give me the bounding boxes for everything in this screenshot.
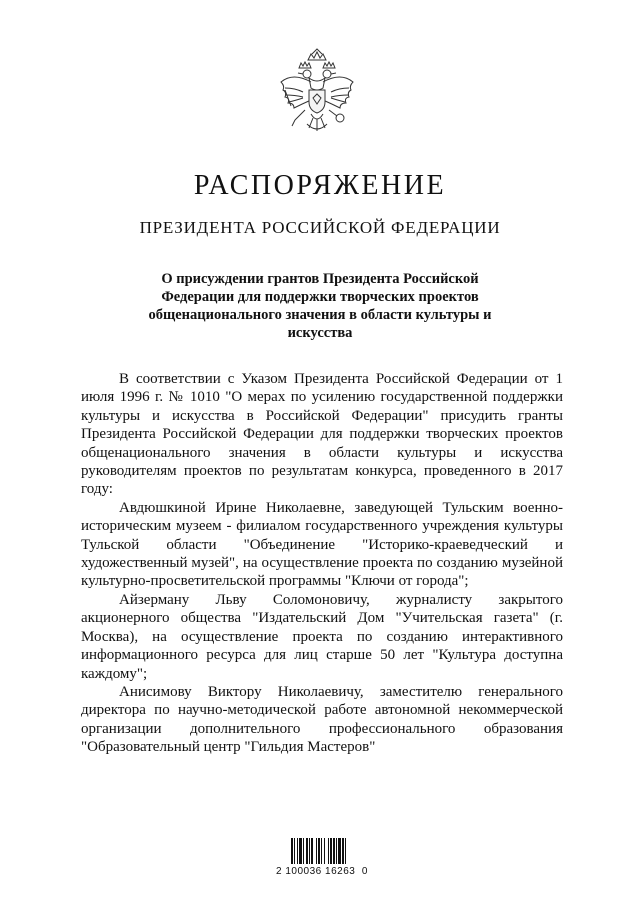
barcode-bar [294,838,295,864]
barcode-bar [330,838,332,864]
paragraph-grant-3: Анисимову Виктору Николаевичу, заместителю генерального директора по научно-методической работе автономной некоммерческой организации дополнительного профессионального образования "Образовательный центр "Гильдия Мастеров" [81,683,563,756]
barcode-bar [321,838,322,864]
barcode-number: 2 100036 16263 0 [276,866,368,877]
paragraph-grant-1: Авдюшкиной Ирине Николаевне, заведующей Тульским военно-историческим музеем - филиалом государственного учреждения культуры Тульской области "Объединение "Историко-краеведческий и художественный музей", на осуществление проекта по созданию музейной культурно-просветительской программы "Ключи от города"; [81,499,563,590]
document-body [81,370,563,757]
barcode-bar [316,838,317,864]
paragraph-grant-2: Айзерману Льву Соломоновичу, журналисту закрытого акционерного общества "Издательский Дом "Учительская газета" (г. Москва), на осуществление проекта по созданию интерактивного информационного ресурса для лиц старше 50 лет "Культура доступна каждому"; [81,591,563,682]
barcode-bar [303,838,304,864]
barcode-bar [342,838,344,864]
document-subtitle: ПРЕЗИДЕНТА РОССИЙСКОЙ ФЕДЕРАЦИИ [139,218,501,237]
document-title: РАСПОРЯЖЕНИЕ [193,170,447,201]
barcode-bar [333,838,335,864]
coat-of-arms-icon [277,48,357,140]
barcode-bar [291,838,293,864]
barcode-bar [297,838,298,864]
barcode-bar [318,838,320,864]
barcode-bar [311,838,313,864]
barcode-icon [291,838,353,864]
barcode-bar [324,838,325,864]
barcode-bar [345,838,346,864]
barcode-bar [309,838,310,864]
barcode-bar [306,838,308,864]
document-heading: О присуждении грантов Президента Российской Федерации для поддержки творческих проектов общенационального значения в области культуры и искусства [148,271,492,341]
barcode-bar [336,838,337,864]
paragraph-preamble: В соответствии с Указом Президента Российской Федерации от 1 июля 1996 г. № 1010 "О мерах по усилению государственной поддержки культуры и искусства в Российской Федерации" присудить гранты Президента Российской Федерации для поддержки творческих проектов общенационального значения в области культуры и искусства руководителям проектов по результатам конкурса, проведенного в 2017 году: [81,371,563,498]
barcode-bar [328,838,329,864]
barcode-bar [299,838,302,864]
barcode-bar [338,838,341,864]
